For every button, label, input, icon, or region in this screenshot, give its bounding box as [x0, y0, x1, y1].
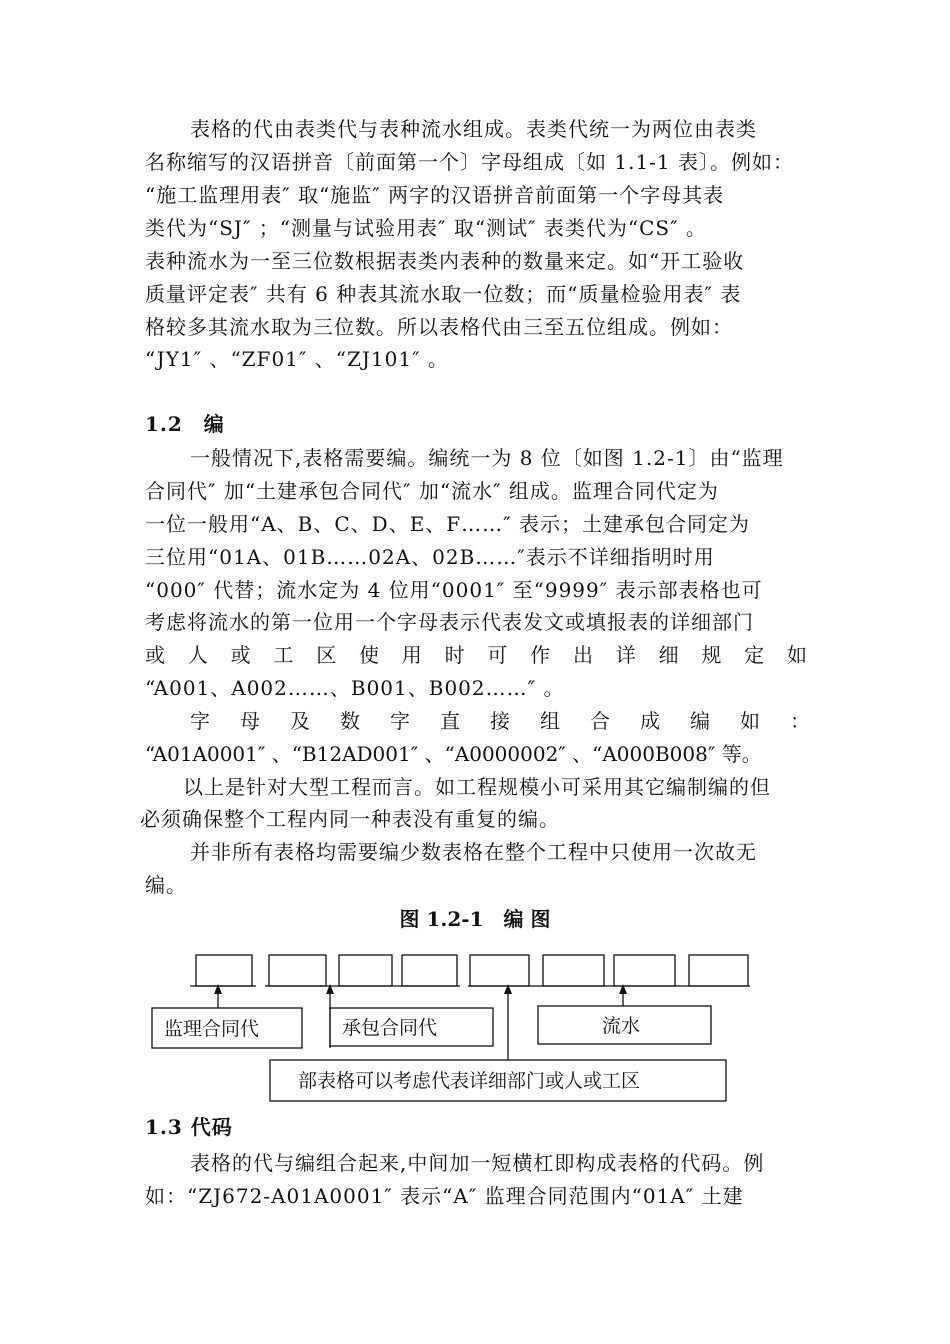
paragraph-line: 名称缩写的汉语拼音〔前面第一个〕字母组成〔如 1.1-1 表〕。例如：: [145, 150, 795, 174]
code-box: [339, 955, 392, 986]
paragraph-line: 表格的代与编组合起来,中间加一短横杠即构成表格的代码。例: [190, 1151, 765, 1175]
char: 及: [290, 709, 310, 733]
justified-line: [145, 643, 807, 667]
char: 用: [401, 643, 422, 667]
char: 工: [273, 643, 294, 667]
char: 时: [444, 643, 465, 667]
paragraph-line: 一般情况下,表格需要编。编统一为 8 位〔如图 1.2-1〕由“监理: [190, 446, 784, 470]
char: 如: [786, 643, 807, 667]
char: 可: [487, 643, 508, 667]
char: 接: [490, 709, 510, 733]
code-box: [614, 955, 675, 986]
paragraph-line: “000″ 代替；流水定为 4 位用“0001″ 至“9999″ 表示部表格也可: [145, 578, 763, 602]
paragraph-line: 合同代″ 加“土建承包合同代″ 加“流水″ 组成。监理合同代定为: [145, 479, 719, 503]
paragraph-line: 并非所有表格均需要编少数表格在整个工程中只使用一次故无: [190, 840, 757, 864]
code-box: [196, 955, 252, 986]
paragraph-line: 考虑将流水的第一位用一个字母表示代表发文或填报表的详细部门: [145, 610, 754, 634]
char: 母: [240, 709, 260, 733]
section-heading: 1.3 代码: [145, 1115, 233, 1139]
paragraph-line: 编。: [145, 873, 187, 897]
paragraph-line: “JY1″ 、“ZF01″ 、“ZJ101″ 。: [145, 347, 449, 371]
char: 编: [690, 709, 710, 733]
char: 作: [530, 643, 551, 667]
paragraph-line: 格较多其流水取为三位数。所以表格代由三至五位组成。例如：: [145, 315, 733, 339]
paragraph-line: “A001、A002……、B001、B002……″ 。: [145, 676, 565, 700]
paragraph-line: 表格的代由表类代与表种流水组成。表类代统一为两位由表类: [190, 117, 757, 141]
char: 如: [740, 709, 760, 733]
label-department: 部表格可以考虑代表详细部门或人或工区: [298, 1070, 641, 1092]
paragraph-line: 如：“ZJ672-A01A0001″ 表示“A″ 监理合同范围内“01A″ 土建: [145, 1184, 744, 1208]
char: 使: [358, 643, 379, 667]
code-box: [543, 955, 604, 986]
code-box: [470, 955, 529, 986]
char: 字: [190, 709, 210, 733]
paragraph-line: 类代为“SJ″ ；“测量与试验用表″ 取“测试″ 表类代为“CS″ 。: [145, 216, 707, 240]
paragraph-line: 质量评定表″ 共有 6 种表其流水取一位数；而“质量检验用表″ 表: [145, 282, 742, 306]
char: 直: [440, 709, 460, 733]
char: 细: [658, 643, 679, 667]
char: 字: [390, 709, 410, 733]
label-supervision: 监理合同代: [164, 1018, 260, 1040]
char: 定: [744, 643, 765, 667]
label-serial: 流水: [602, 1015, 641, 1037]
char: 或: [145, 643, 165, 667]
char: 数: [340, 709, 360, 733]
label-contract: 承包合同代: [342, 1017, 438, 1039]
code-box: [402, 955, 457, 986]
justified-line: [190, 709, 810, 733]
paragraph-line: “A01A0001″ 、“B12AD001″ 、“A0000002″ 、“A000B008″ 等。: [145, 742, 762, 766]
paragraph-line: 一位一般用“A、B、C、D、E、F……″ 表示；土建承包合同定为: [145, 512, 751, 536]
char: ：: [790, 709, 810, 733]
numbering-diagram: [140, 940, 780, 1110]
paragraph-line: 表种流水为一至三位数根据表类内表种的数量来定。如“开工验收: [145, 249, 745, 273]
paragraph-line: 以上是针对大型工程而言。如工程规模小可采用其它编制编的但: [183, 775, 771, 799]
paragraph-line: 三位用“01A、01B……02A、02B……″表示不详细指明时用: [145, 545, 715, 569]
char: 组: [540, 709, 560, 733]
char: 区: [316, 643, 337, 667]
char: 出: [572, 643, 593, 667]
char: 人: [187, 643, 208, 667]
char: 规: [701, 643, 722, 667]
paragraph-line: 必须确保整个工程内同一种表没有重复的编。: [140, 807, 560, 831]
char: 成: [640, 709, 660, 733]
figure-caption: 图 1.2-1 编 图: [399, 907, 551, 931]
section-heading: 1.2 编: [145, 412, 225, 436]
code-box: [269, 955, 326, 986]
char: 合: [590, 709, 610, 733]
char: 或: [230, 643, 251, 667]
char: 详: [615, 643, 636, 667]
paragraph-line: “施工监理用表″ 取“施监″ 两字的汉语拼音前面第一个字母其表: [145, 183, 725, 207]
code-box: [689, 955, 748, 986]
